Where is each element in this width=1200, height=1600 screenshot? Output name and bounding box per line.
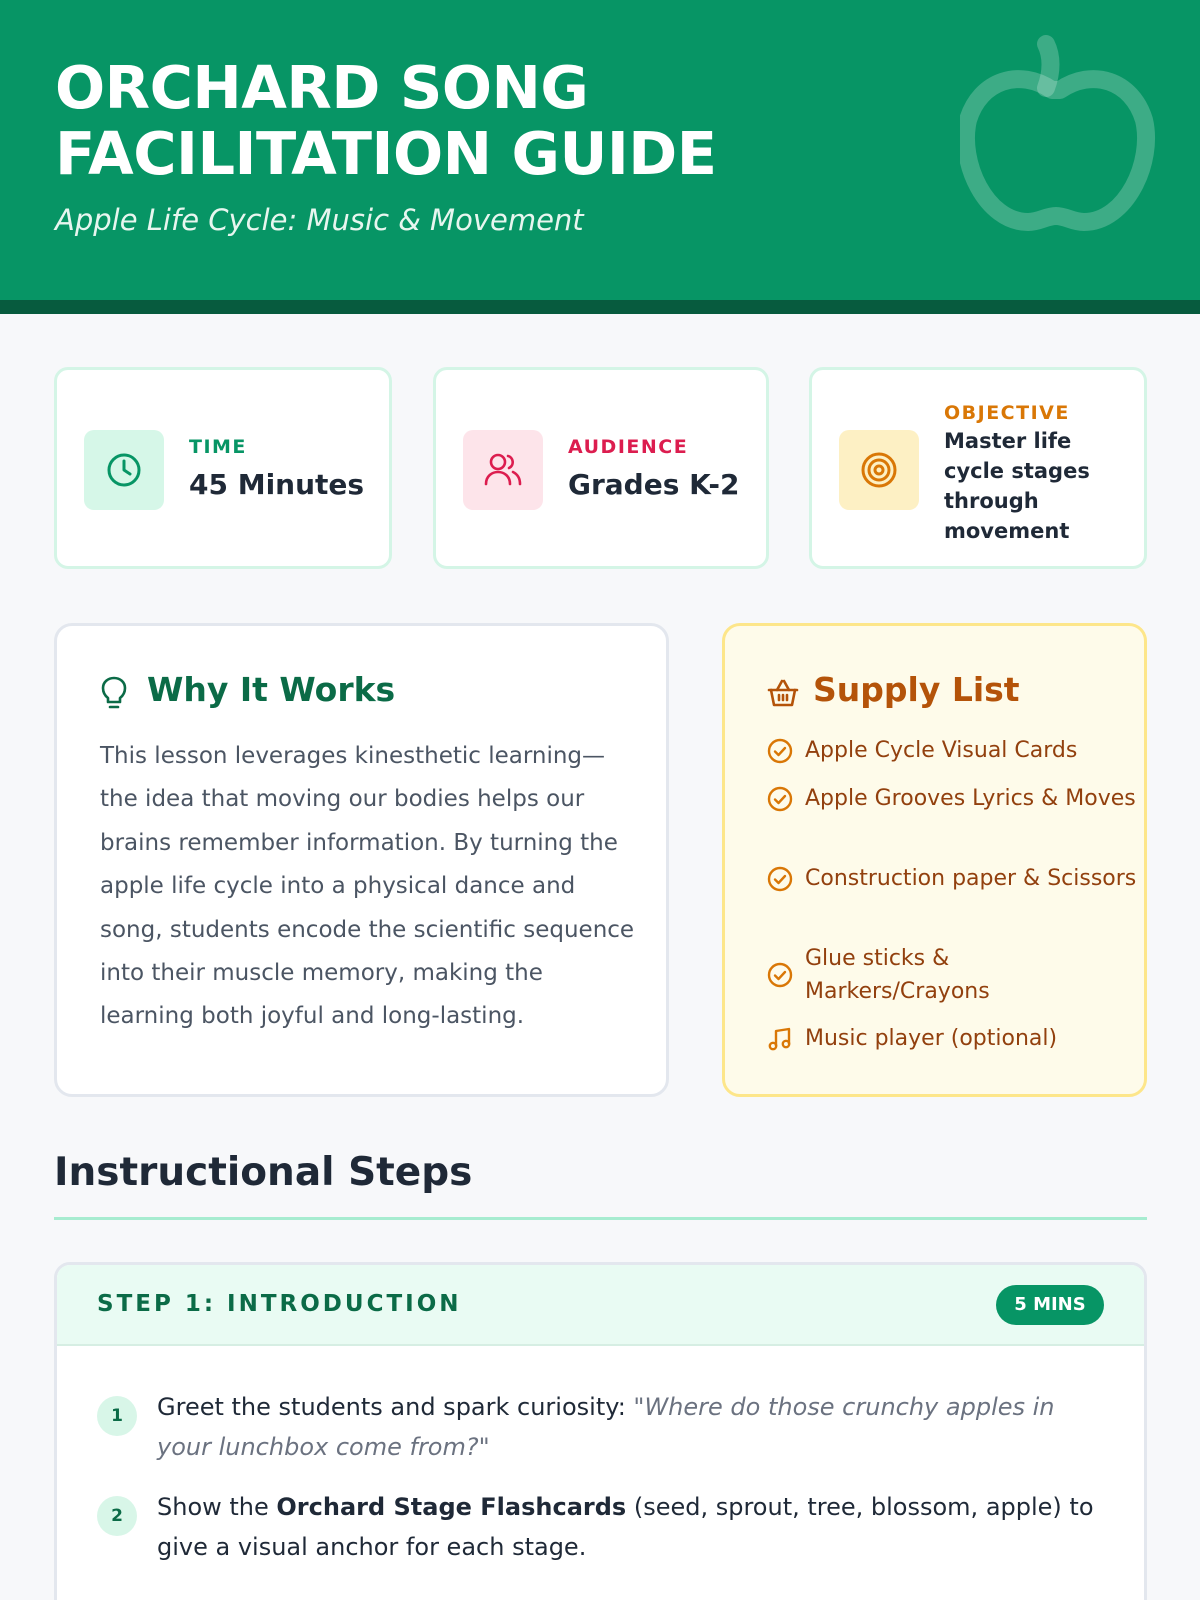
why-it-works-title: Why It Works bbox=[147, 670, 396, 709]
check-circle-icon bbox=[767, 962, 793, 988]
step-header bbox=[57, 1265, 1144, 1346]
why-it-works-body: This lesson leverages kinesthetic learning—the idea that moving our bodies helps our brains remember information. By turning the apple life cycle into a physical dance and song, students encode the scientific sequence into their muscle memory, making the learning both joyful and long-lasting. bbox=[100, 743, 635, 1030]
check-circle-icon bbox=[767, 786, 793, 812]
step-item-bold: Orchard Stage Flashcards bbox=[276, 1493, 627, 1521]
audience-value: Grades K-2 bbox=[568, 468, 740, 501]
why-it-works-card bbox=[54, 623, 669, 1097]
step-title: STEP 1: INTRODUCTION bbox=[97, 1291, 462, 1317]
target-icon bbox=[839, 430, 919, 510]
supply-item bbox=[767, 734, 1137, 767]
audience-card bbox=[433, 367, 769, 569]
page-subtitle: Apple Life Cycle: Music & Movement bbox=[55, 203, 584, 237]
time-card bbox=[54, 367, 392, 569]
step-item bbox=[97, 1387, 1107, 1467]
supply-item bbox=[767, 782, 1137, 815]
step-item-quote: "Where do those crunchy apples in your lunchbox come from?" bbox=[157, 1393, 1055, 1461]
time-label: TIME bbox=[189, 436, 247, 458]
time-value: 45 Minutes bbox=[189, 468, 365, 501]
supply-item bbox=[767, 942, 1137, 1008]
music-note-icon bbox=[767, 1026, 793, 1052]
step-item-text-after: (seed, sprout, tree, blossom, apple) to give a visual anchor for each stage. bbox=[157, 1493, 1094, 1561]
header-bottom-bar bbox=[0, 300, 1200, 314]
supply-list-card bbox=[722, 623, 1147, 1097]
step-card bbox=[54, 1262, 1147, 1600]
supply-item bbox=[767, 862, 1137, 895]
step-item-text-before: Greet the students and spark curiosity: bbox=[157, 1393, 634, 1421]
basket-icon bbox=[767, 678, 799, 708]
audience-label: AUDIENCE bbox=[568, 436, 689, 458]
objective-value: Master life cycle stages through movement bbox=[944, 429, 1090, 543]
supply-item bbox=[767, 1022, 1137, 1055]
supply-item-label: Music player (optional) bbox=[805, 1026, 1058, 1051]
header-banner bbox=[0, 0, 1200, 300]
step-item-text bbox=[157, 1487, 1107, 1567]
clock-icon bbox=[84, 430, 164, 510]
step-item-number: 1 bbox=[97, 1396, 137, 1436]
step-item-text bbox=[157, 1387, 1107, 1467]
supply-list-title: Supply List bbox=[813, 670, 1020, 709]
supply-item-label: Construction paper & Scissors bbox=[805, 866, 1137, 891]
page-title: ORCHARD SONG FACILITATION GUIDE bbox=[55, 53, 717, 188]
lightbulb-icon bbox=[100, 676, 128, 712]
objective-card bbox=[809, 367, 1147, 569]
check-circle-icon bbox=[767, 866, 793, 892]
supply-item-label: Glue sticks & Markers/Crayons bbox=[805, 946, 990, 1004]
apple-icon bbox=[960, 32, 1180, 242]
step-item bbox=[97, 1487, 1107, 1567]
step-item-number: 2 bbox=[97, 1496, 137, 1536]
step-item-text-before: Show the bbox=[157, 1493, 277, 1521]
section-divider bbox=[54, 1217, 1147, 1220]
duration-badge: 5 MINS bbox=[996, 1285, 1104, 1325]
section-title: Instructional Steps bbox=[54, 1150, 473, 1195]
supply-item-label: Apple Grooves Lyrics & Moves bbox=[805, 786, 1136, 811]
objective-label: OBJECTIVE bbox=[944, 402, 1070, 424]
users-icon bbox=[463, 430, 543, 510]
check-circle-icon bbox=[767, 738, 793, 764]
supply-item-label: Apple Cycle Visual Cards bbox=[805, 738, 1078, 763]
